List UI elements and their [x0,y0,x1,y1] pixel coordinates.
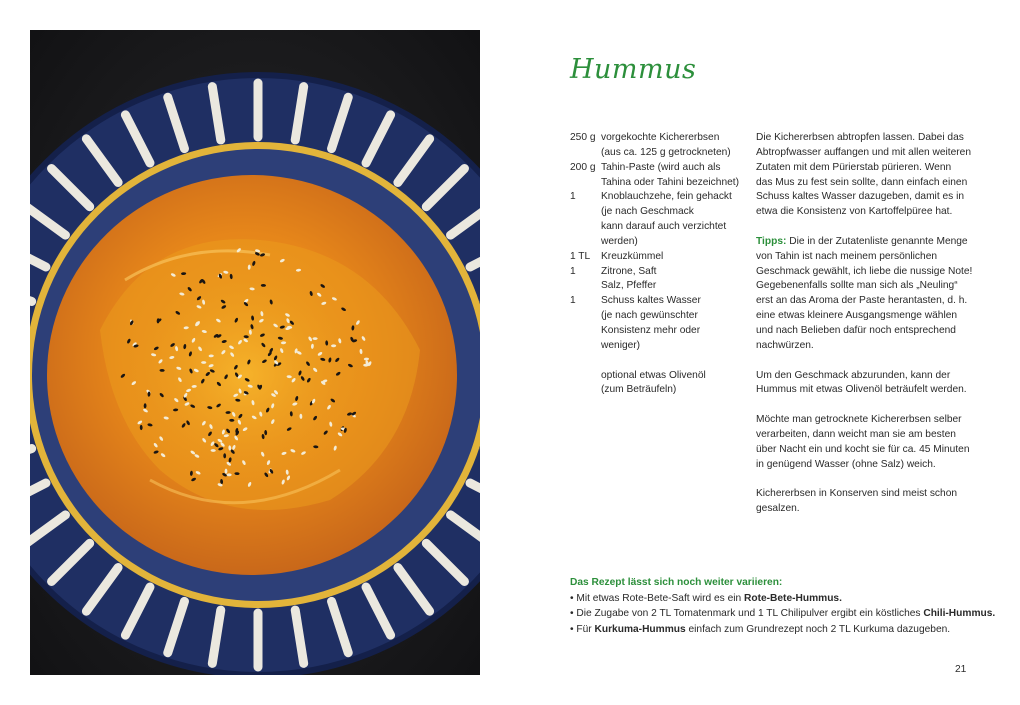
ingredient-text: kann darauf auch verzichtet [601,221,727,233]
ingredient-text: werden) [601,235,638,247]
hummus-photo [30,30,480,675]
ingredient-text: Schuss kaltes Wasser [601,295,701,307]
instruction-line: nachwürzen. [756,339,814,351]
ingredient-text: Konsistenz mehr oder [601,324,701,336]
instruction-line: Zutaten mit dem Pürierstab pürieren. Wenn [756,161,952,173]
ingredient-text: Zitrone, Saft [601,265,657,277]
tips-text: Die in der Zutatenliste genannte Menge [786,235,968,247]
variation-item [570,591,990,607]
variations-box [570,575,996,637]
instruction-line: Kichererbsen in Konserven sind meist schon [756,488,958,500]
ingredient-text: Tahina oder Tahini bezeichnet) [601,176,740,188]
instruction-line: in genügend Wasser (ohne Salz) weich. [756,458,936,470]
instruction-line: Um den Geschmack abzurunden, kann der [756,369,951,381]
ingredient-text: Kreuzkümmel [601,250,664,262]
instruction-line: Möchte man getrocknete Kichererbsen selber [756,414,962,426]
ingredient-quantity: 200 g [570,161,596,173]
instruction-paragraph [756,369,972,399]
ingredient-water [570,294,750,353]
ingredient-quantity: 1 [570,191,576,203]
variation-name: Chili-Hummus. [923,608,996,619]
instruction-line: Abtropfwasser auffangen und mit allen weiteren [756,146,972,158]
variation-text: • Die Zugabe von 2 TL Tomatenmark und 1 TL Chilipulver ergibt ein köstliches [570,608,924,619]
ingredient-text: Tahin-Paste (wird auch als [601,161,721,173]
instruction-line: Gegebenenfalls sollte man sich als „Neuling“ [756,280,958,292]
instruction-line: und nach Belieben dafür noch entsprechend [756,324,956,336]
ingredient-text: vorgekochte Kichererbsen [601,132,720,143]
ingredient-text: Knoblauchzehe, fein gehackt [601,191,732,203]
instruction-line: von Tahin ist nach meinem persönlichen [756,250,938,262]
recipe-title: Hummus [570,54,697,85]
instruction-line: das Mus zu fest sein sollte, dann einfach einen [756,176,968,188]
tips-label: Tipps: [756,235,787,247]
variation-text: • Für [570,623,595,635]
ingredient-text: weniger) [601,339,641,351]
variation-text: einfach zum Grundrezept noch 2 TL Kurkuma dazugeben. [685,623,951,635]
ingredient-text: (zum Beträufeln) [601,384,677,396]
variation-name: Rote-Bete-Hummus. [744,592,842,604]
ingredient-text: (aus ca. 125 g getrockneten) [601,146,731,158]
instruction-line: Geschmack gewählt, ich liebe die nussige Note! [756,265,973,277]
variation-name: Kurkuma-Hummus [594,623,686,635]
instruction-line: erst an das Aroma der Paste herantasten, d. h. [756,295,968,307]
ingredient-chickpeas [570,131,750,161]
ingredient-cumin [570,250,750,265]
instruction-paragraph [756,413,972,472]
ingredient-quantity: 250 g [570,132,596,143]
instruction-paragraph [756,131,972,220]
instruction-line: verarbeiten, dann weicht man sie am besten [756,428,956,440]
ingredient-text: Salz, Pfeffer [601,280,657,292]
instruction-line: gesalzen. [756,503,800,515]
ingredient-text: (je nach gewünschter [601,310,698,322]
ingredient-list [570,131,750,398]
instruction-line: Schuss kaltes Wasser dazugeben, damit es in [756,191,965,203]
ingredient-lemon [570,265,750,295]
instructions [756,131,972,532]
instruction-line: eine etwas kleinere Ausgangsmenge wählen [756,310,958,322]
ingredient-text: (je nach Geschmack [601,206,694,218]
instruction-line: Die Kichererbsen abtropfen lassen. Dabei das [756,132,964,143]
ingredient-tahini [570,161,750,191]
ingredient-quantity: 1 [570,295,576,307]
ingredient-quantity: 1 TL [570,250,591,262]
tips-paragraph [756,235,972,354]
ingredient-garlic [570,190,750,249]
instruction-paragraph [756,487,972,517]
variation-item [570,606,996,622]
ingredient-olive-oil [570,369,750,399]
variations-heading: Das Rezept lässt sich noch weiter variieren: [570,577,783,588]
variation-item [570,622,990,638]
page-number: 21 [955,664,967,675]
instruction-line: etwa die Konsistenz von Kartoffelpüree hat. [756,206,953,218]
instruction-line: über Nacht ein und kocht sie für ca. 45 Minuten [756,443,970,455]
ingredient-text: optional etwas Olivenöl [601,369,706,381]
instruction-line: Hummus mit etwas Olivenöl beträufelt werden. [756,384,967,396]
instruction-line [756,235,972,250]
ingredient-quantity [570,369,601,399]
variation-text: • Mit etwas Rote-Bete-Saft wird es ein [570,592,744,604]
ingredient-quantity: 1 [570,265,576,277]
